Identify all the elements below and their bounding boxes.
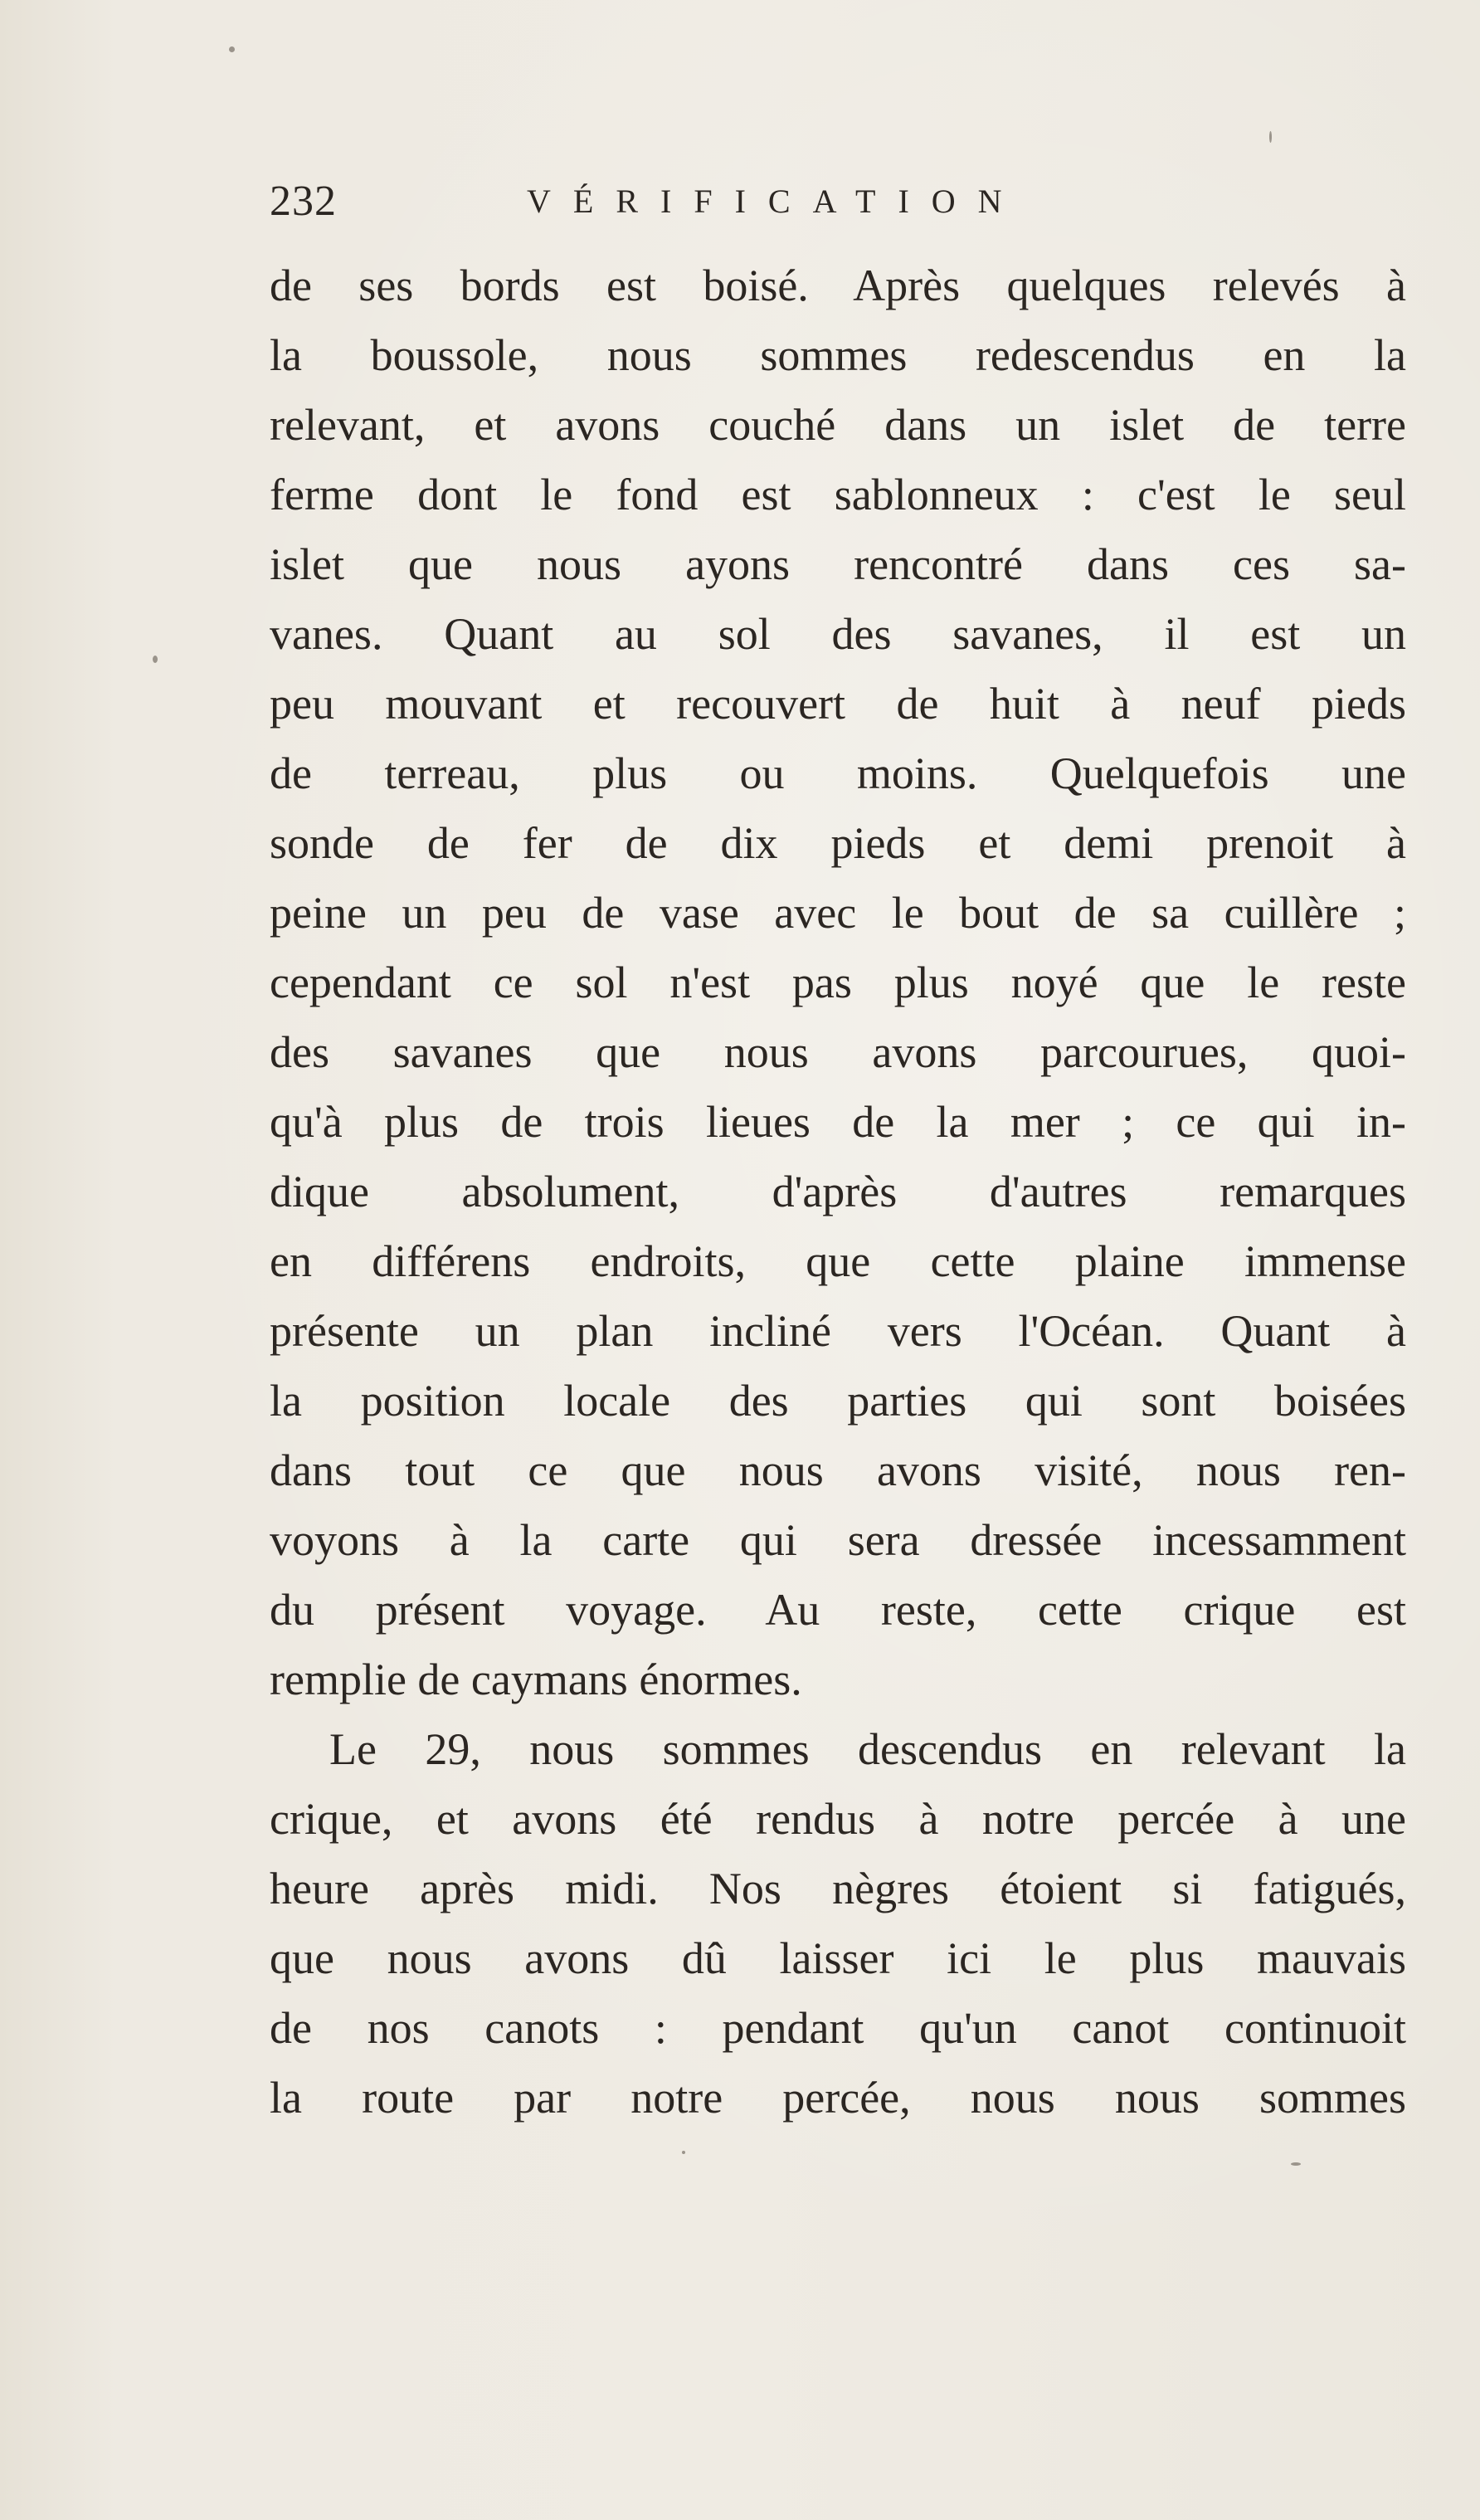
text-line: crique, et avons été rendus à notre percée à une — [270, 1794, 1406, 1844]
paper-speck — [229, 46, 235, 52]
page-number: 232 — [270, 178, 337, 225]
text-line: de nos canots : pendant qu'un canot continuoit — [270, 2003, 1406, 2053]
text-line: heure après midi. Nos nègres étoient si fatigués, — [270, 1864, 1406, 1913]
text-line: la position locale des parties qui sont boisées — [270, 1376, 1406, 1426]
text-line: islet que nous ayons rencontré dans ces sa- — [270, 539, 1406, 589]
body-text — [270, 251, 1406, 2132]
text-line: ferme dont le fond est sablonneux : c'est le seul — [270, 470, 1406, 519]
text-line: remplie de caymans énormes. — [270, 1655, 802, 1704]
text-line: vanes. Quant au sol des savanes, il est un — [270, 609, 1406, 659]
text-line: voyons à la carte qui sera dressée incessamment — [270, 1515, 1406, 1565]
text-line: en différens endroits, que cette plaine immense — [270, 1236, 1406, 1286]
text-line: peu mouvant et recouvert de huit à neuf pieds — [270, 679, 1406, 729]
page-header — [270, 173, 1406, 231]
text-line: des savanes que nous avons parcourues, quoi- — [270, 1027, 1406, 1077]
text-line: présente un plan incliné vers l'Océan. Quant à — [270, 1306, 1406, 1356]
text-line: la route par notre percée, nous nous sommes — [270, 2073, 1406, 2123]
text-line: Le 29, nous sommes descendus en relevant la — [329, 1724, 1406, 1774]
text-line: de terreau, plus ou moins. Quelquefois une — [270, 748, 1406, 798]
text-line: cependant ce sol n'est pas plus noyé que le reste — [270, 958, 1406, 1007]
text-line: relevant, et avons couché dans un islet de terre — [270, 400, 1406, 450]
text-line: la boussole, nous sommes redescendus en la — [270, 330, 1406, 380]
text-line: que nous avons dû laisser ici le plus mauvais — [270, 1933, 1406, 1983]
text-line: de ses bords est boisé. Après quelques relevés à — [270, 261, 1406, 310]
running-title: VÉRIFICATION — [527, 183, 1025, 220]
text-line: dique absolument, d'après d'autres remarques — [270, 1167, 1406, 1216]
text-line: qu'à plus de trois lieues de la mer ; ce qui in- — [270, 1097, 1406, 1147]
paper-speck — [682, 2151, 685, 2154]
text-line: dans tout ce que nous avons visité, nous ren- — [270, 1445, 1406, 1495]
paper-speck — [1291, 2162, 1301, 2166]
paper-speck — [153, 656, 158, 663]
text-line: peine un peu de vase avec le bout de sa cuillère ; — [270, 888, 1406, 938]
text-line: du présent voyage. Au reste, cette crique est — [270, 1585, 1406, 1635]
text-line: sonde de fer de dix pieds et demi prenoit à — [270, 818, 1406, 868]
paper-speck — [1269, 131, 1272, 143]
